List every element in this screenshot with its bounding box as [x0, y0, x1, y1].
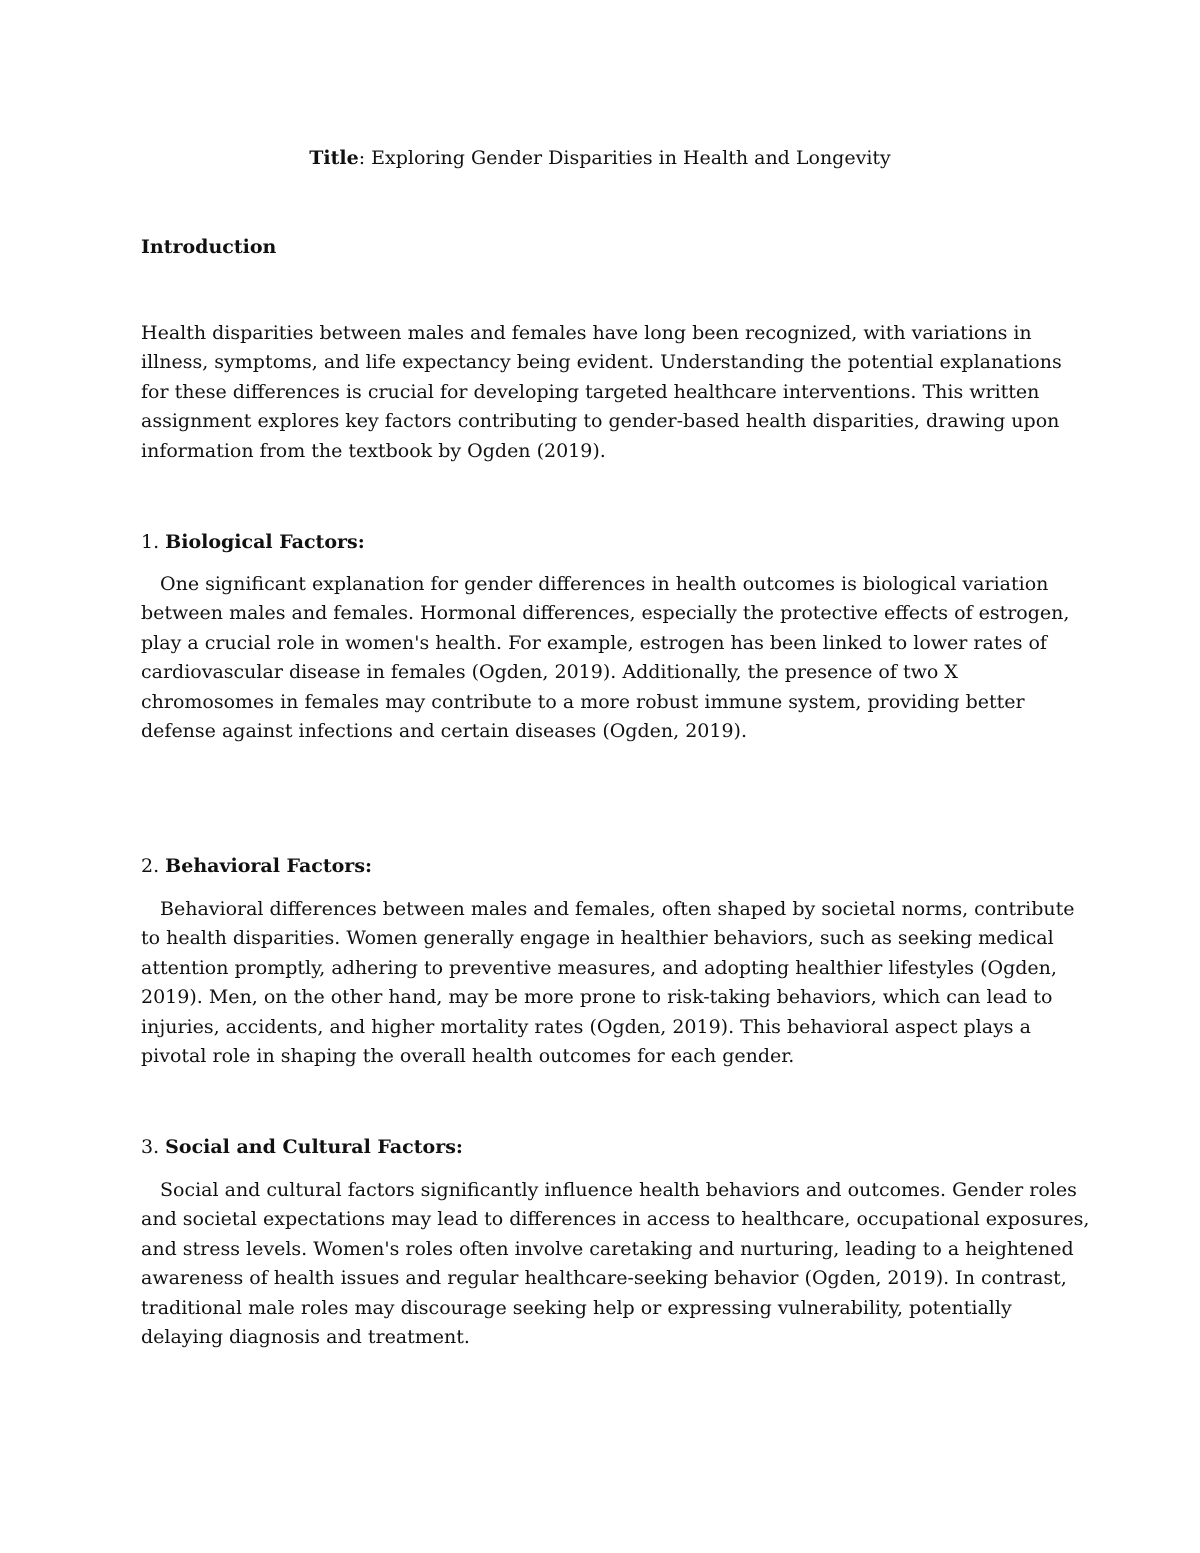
section-number: 1.	[141, 531, 166, 553]
paragraph-line: awareness of health issues and regular healthcare-seeking behavior (Ogden, 2019). In contrast,	[141, 1267, 1067, 1290]
section-title: Biological Factors:	[165, 531, 365, 553]
section-number: 2.	[141, 855, 166, 877]
paragraph-line: Behavioral differences between males and females, often shaped by societal norms, contribute	[160, 898, 1075, 920]
paragraph-line: Health disparities between males and females have long been recognized, with variations in	[141, 322, 1032, 344]
document-title	[0, 144, 1200, 172]
paragraph-line: defense against infections and certain diseases (Ogden, 2019).	[141, 720, 747, 743]
title-text: : Exploring Gender Disparities in Health and Longevity	[358, 147, 891, 169]
paragraph-line: 2019). Men, on the other hand, may be more prone to risk-taking behaviors, which can lead to	[141, 986, 1053, 1009]
paragraph-line: and societal expectations may lead to differences in access to healthcare, occupational exposures,	[141, 1208, 1090, 1231]
paragraph-line: play a crucial role in women's health. For example, estrogen has been linked to lower rates of	[141, 631, 1047, 654]
paragraph-line: Social and cultural factors significantly influence health behaviors and outcomes. Gender roles	[160, 1179, 1077, 1201]
paragraph-line: between males and females. Hormonal differences, especially the protective effects of estrogen,	[141, 602, 1070, 625]
section-title: Social and Cultural Factors:	[165, 1136, 463, 1158]
section-heading-biological	[141, 528, 365, 556]
introduction-paragraph	[141, 319, 1061, 466]
paragraph-line: traditional male roles may discourage seeking help or expressing vulnerability, potentially	[141, 1296, 1012, 1319]
paragraph-line: attention promptly, adhering to preventive measures, and adopting healthier lifestyles (Ogden,	[141, 956, 1057, 979]
paragraph-line: illness, symptoms, and life expectancy being evident. Understanding the potential explanations	[141, 351, 1062, 374]
paragraph-line: to health disparities. Women generally engage in healthier behaviors, such as seeking medical	[141, 927, 1054, 950]
paragraph-line: cardiovascular disease in females (Ogden, 2019). Additionally, the presence of two X	[141, 661, 958, 684]
section-paragraph-biological	[141, 570, 1070, 746]
paragraph-line: chromosomes in females may contribute to a more robust immune system, providing better	[141, 690, 1025, 713]
paragraph-line: for these differences is crucial for developing targeted healthcare interventions. This written	[141, 380, 1040, 403]
paragraph-line: One significant explanation for gender differences in health outcomes is biological variation	[160, 573, 1049, 595]
section-heading-behavioral	[141, 852, 372, 880]
paragraph-line: and stress levels. Women's roles often involve caretaking and nurturing, leading to a heightened	[141, 1237, 1074, 1260]
introduction-heading: Introduction	[141, 236, 277, 258]
section-paragraph-behavioral	[141, 895, 1075, 1071]
section-paragraph-social-cultural	[141, 1176, 1090, 1352]
section-heading-social-cultural	[141, 1133, 463, 1161]
section-title: Behavioral Factors:	[165, 855, 373, 877]
paragraph-line: injuries, accidents, and higher mortality rates (Ogden, 2019). This behavioral aspect plays a	[141, 1015, 1031, 1038]
title-label: Title	[309, 147, 359, 169]
section-number: 3.	[141, 1136, 166, 1158]
paragraph-line: assignment explores key factors contributing to gender-based health disparities, drawing upon	[141, 410, 1060, 433]
paragraph-line: pivotal role in shaping the overall health outcomes for each gender.	[141, 1045, 795, 1068]
paragraph-line: delaying diagnosis and treatment.	[141, 1326, 470, 1349]
paragraph-line: information from the textbook by Ogden (2019).	[141, 439, 606, 462]
